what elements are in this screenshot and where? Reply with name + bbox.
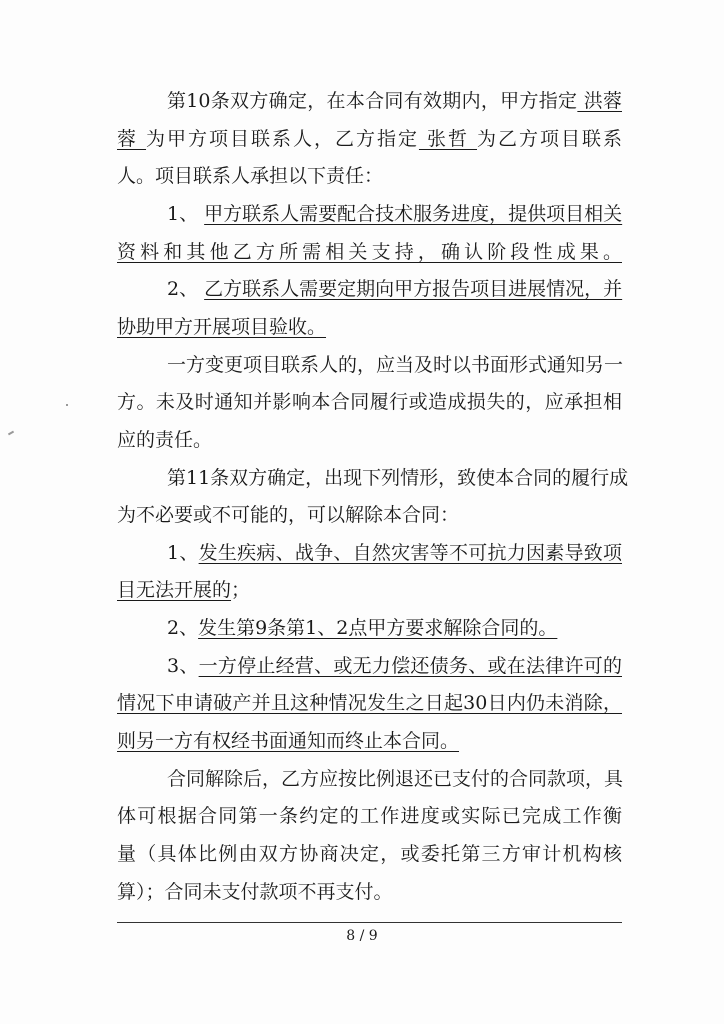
footer-divider [117, 922, 622, 923]
text-segment: 2、 [167, 617, 199, 640]
text-segment: 1、 [167, 541, 199, 564]
page-number: 8 / 9 [346, 928, 378, 944]
text-segment: 为不必要或不可能的，可以解除本合同： [117, 504, 460, 527]
text-line [117, 577, 622, 603]
text-line [117, 879, 622, 905]
text-line [117, 615, 622, 641]
text-segment: 1、 [167, 202, 205, 225]
text-line [117, 276, 622, 302]
text-line [117, 314, 622, 340]
text-segment: 一方变更项目联系人的，应当及时以书面形式通知另一 [167, 353, 624, 376]
text-line [117, 163, 622, 189]
text-segment: 体可根据合同第一条约定的工作进度或实际已完成工作衡 [117, 805, 622, 828]
text-line [117, 653, 622, 679]
text-segment: 人。项目联系人承担以下责任： [117, 165, 384, 188]
underlined-text: 资料和其他乙方所需相关支持，确认阶段性成果。 [117, 240, 622, 263]
scan-speck [66, 404, 68, 406]
text-segment: 为乙方项目联系 [477, 127, 622, 150]
text-segment: 为甲方项目联系人，乙方指定 [146, 127, 419, 150]
text-line [117, 201, 622, 227]
underlined-text: 发生第9条第1、2点甲方要求解除合同的。 [198, 617, 558, 640]
text-line [117, 465, 629, 491]
underlined-text: 协助甲方开展项目验收。 [117, 315, 327, 338]
underlined-text: 情况下申请破产并且这种情况发生之日起30日内仍未消除， [117, 692, 622, 715]
underlined-text: 乙方联系人需要定期向甲方报告项目进展情况，并 [204, 278, 623, 301]
text-segment: 量（具体比例由双方协商决定，或委托第三方审计机构核 [117, 843, 622, 865]
text-line [117, 427, 622, 453]
underlined-text: 则另一方有权经书面通知而终止本合同。 [117, 730, 460, 753]
text-line [117, 803, 622, 829]
underlined-text: 蓉 [117, 127, 147, 150]
text-line [117, 502, 622, 528]
text-line [117, 352, 622, 378]
text-segment: 2、 [167, 278, 205, 301]
text-segment: 算）；合同未支付款项不再支付。 [117, 880, 393, 903]
text-line [117, 88, 622, 114]
underlined-text: 发生疾病、战争、自然灾害等不可抗力因素导致项 [198, 541, 622, 564]
underlined-text: 洪蓉 [577, 90, 622, 112]
text-segment: ； [231, 579, 251, 602]
scan-speck [8, 431, 14, 436]
underlined-text: 张哲 [418, 127, 478, 150]
underlined-text: 一方停止经营、或无力偿还债务、或在法律许可的 [198, 654, 622, 677]
text-segment: 方。未及时通知并影响本合同履行或造成损失的，应承担相 [117, 391, 622, 414]
underlined-text: 目无法开展的 [117, 579, 232, 602]
text-segment: 第10条双方确定，在本合同有效期内，甲方指定 [167, 90, 578, 112]
text-line [117, 766, 622, 792]
text-segment: 合同解除后，乙方应按比例退还已支付的合同款项，具 [167, 767, 624, 790]
text-line [117, 728, 622, 754]
text-line [117, 841, 622, 867]
text-segment: 3、 [167, 654, 199, 677]
text-line [117, 389, 622, 415]
text-line [117, 690, 622, 716]
underlined-text: 甲方联系人需要配合技术服务进度，提供项目相关 [204, 202, 623, 225]
text-line [117, 239, 622, 265]
text-segment: 第11条双方确定，出现下列情形，致使本合同的履行成 [167, 466, 629, 489]
text-line [117, 126, 622, 152]
text-line [117, 540, 622, 566]
text-segment: 应的责任。 [117, 428, 213, 451]
